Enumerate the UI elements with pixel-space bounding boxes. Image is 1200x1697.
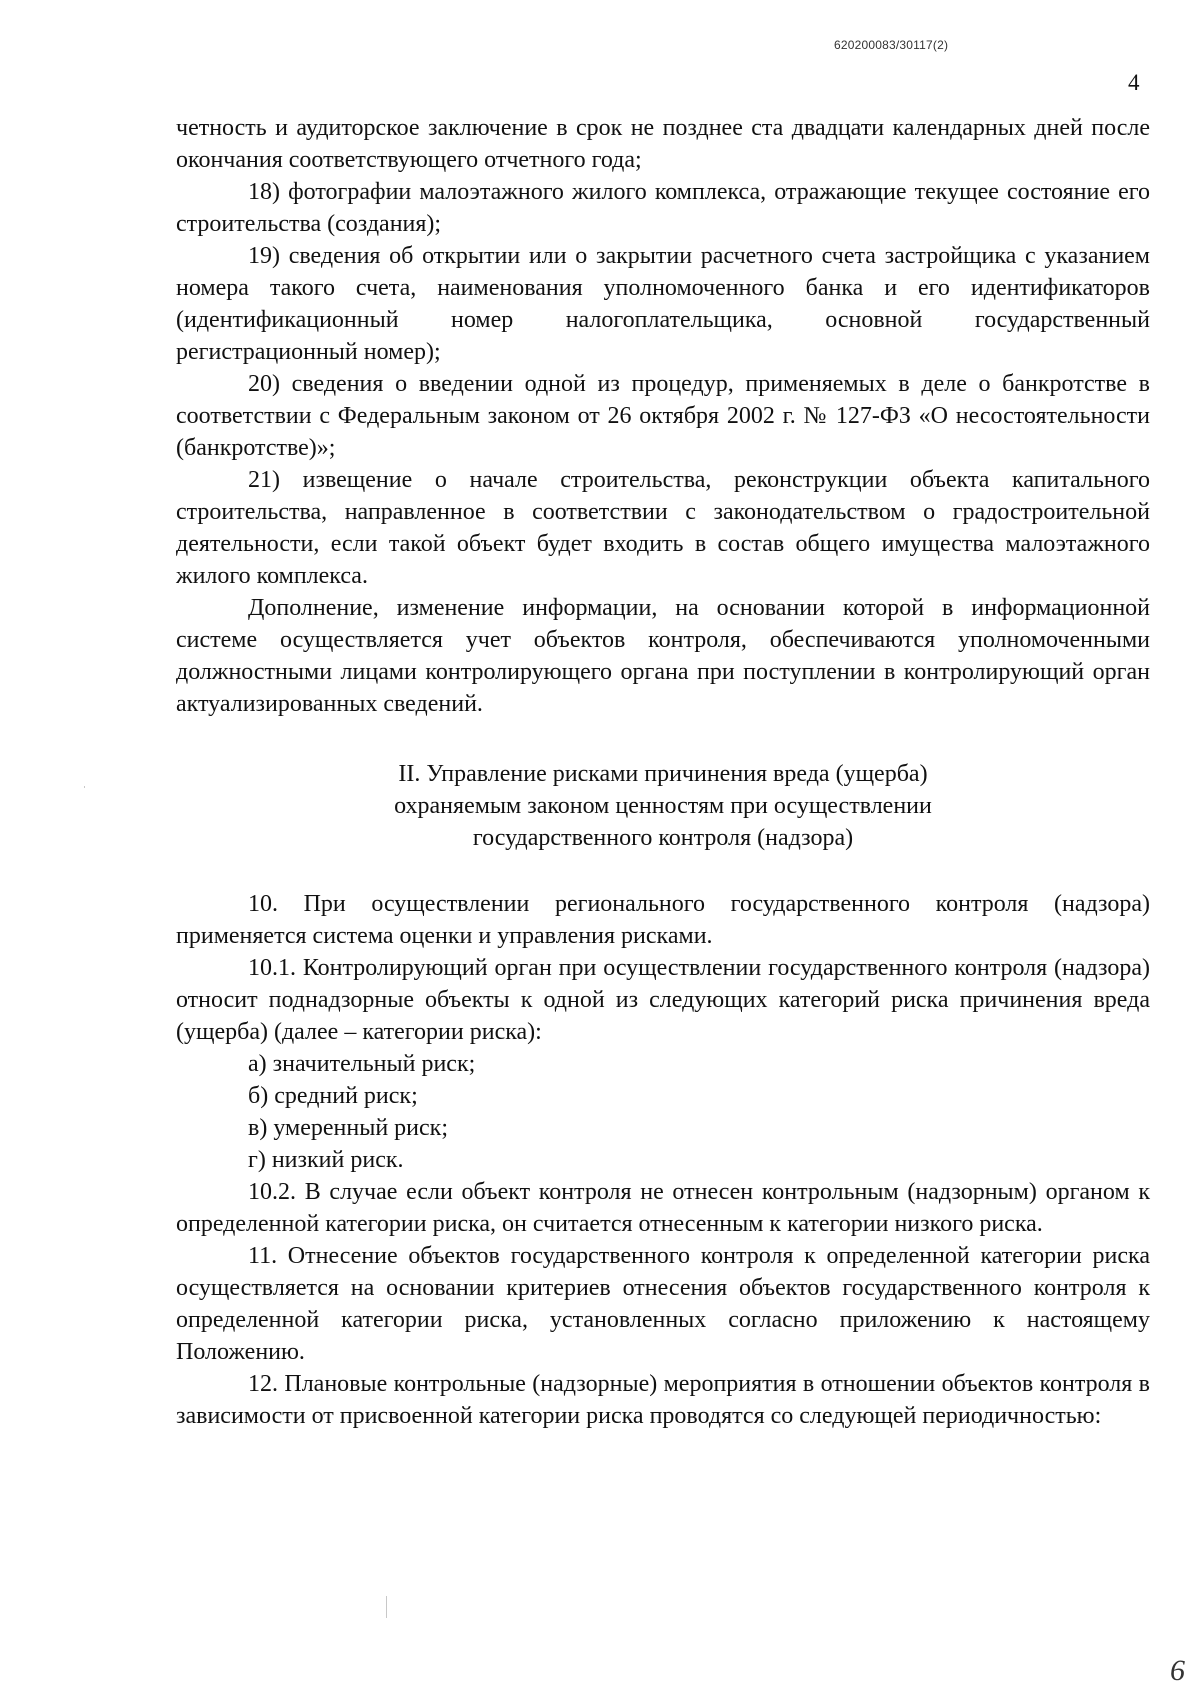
section-heading — [176, 758, 1150, 854]
clause-10-2: 10.2. В случае если объект контроля не отнесен контрольным (надзорным) органом к определенной категории риска, он считается отнесенным к категории низкого риска. — [176, 1179, 1150, 1237]
risk-category-b: б) средний риск; — [248, 1083, 418, 1109]
clause-11: 11. Отнесение объектов государственного контроля к определенной категории риска осуществляется на основании критериев отнесения объектов государственного контроля к определенной категории риска, установленных согласно приложению к настоящему Положению. — [176, 1243, 1150, 1365]
clause-12: 12. Плановые контрольные (надзорные) мероприятия в отношении объектов контроля в зависимости от присвоенной категории риска проводятся со следующей периодичностью: — [176, 1371, 1150, 1429]
document-code: 620200083/30117(2) — [834, 38, 949, 52]
risk-category-g: г) низкий риск. — [248, 1147, 404, 1173]
clause-10-1: 10.1. Контролирующий орган при осуществлении государственного контроля (надзора) относит поднадзорные объекты к одной из следующих категорий риска причинения вреда (ущерба) (далее – категории риска): — [176, 955, 1150, 1045]
list-item-19: 19) сведения об открытии или о закрытии расчетного счета застройщика с указанием номера такого счета, наименования уполномоченного банка и его идентификаторов (идентификационный номер налогоплательщика, основной государственный регистрационный номер); — [176, 243, 1150, 365]
paragraph-information-update: Дополнение, изменение информации, на основании которой в информационной системе осуществляется учет объектов контроля, обеспечиваются уполномоченными должностными лицами контролирующего органа при поступлении в контролирующий орган актуализированных сведений. — [176, 595, 1150, 717]
scan-speck — [386, 1596, 387, 1618]
list-item-18: 18) фотографии малоэтажного жилого комплекса, отражающие текущее состояние его строительства (создания); — [176, 179, 1150, 237]
risk-category-a: а) значительный риск; — [248, 1051, 476, 1077]
section-heading-line-2: охраняемым законом ценностям при осуществлении — [394, 793, 932, 819]
scan-speck — [84, 786, 85, 788]
list-item-21: 21) извещение о начале строительства, реконструкции объекта капитального строительства, направленное в соответствии с законодательством о градостроительной деятельности, если такой объект будет входить в состав общего имущества малоэтажного жилого комплекса. — [176, 467, 1150, 589]
list-item-20: 20) сведения о введении одной из процедур, применяемых в деле о банкротстве в соответствии с Федеральным законом от 26 октября 2002 г. № 127-ФЗ «О несостоятельности (банкротстве)»; — [176, 371, 1150, 461]
clause-10: 10. При осуществлении регионального государственного контроля (надзора) применяется система оценки и управления рисками. — [176, 891, 1150, 949]
section-heading-line-1: II. Управление рисками причинения вреда (ущерба) — [398, 761, 928, 787]
page-number: 4 — [1128, 70, 1140, 95]
document-body — [176, 112, 1150, 1432]
risk-category-v: в) умеренный риск; — [248, 1115, 448, 1141]
section-heading-line-3: государственного контроля (надзора) — [472, 825, 854, 851]
handwritten-page-mark: 6 — [1170, 1654, 1185, 1687]
paragraph-continuation: четность и аудиторское заключение в срок не позднее ста двадцати календарных дней после окончания соответствующего отчетного года; — [176, 115, 1150, 173]
